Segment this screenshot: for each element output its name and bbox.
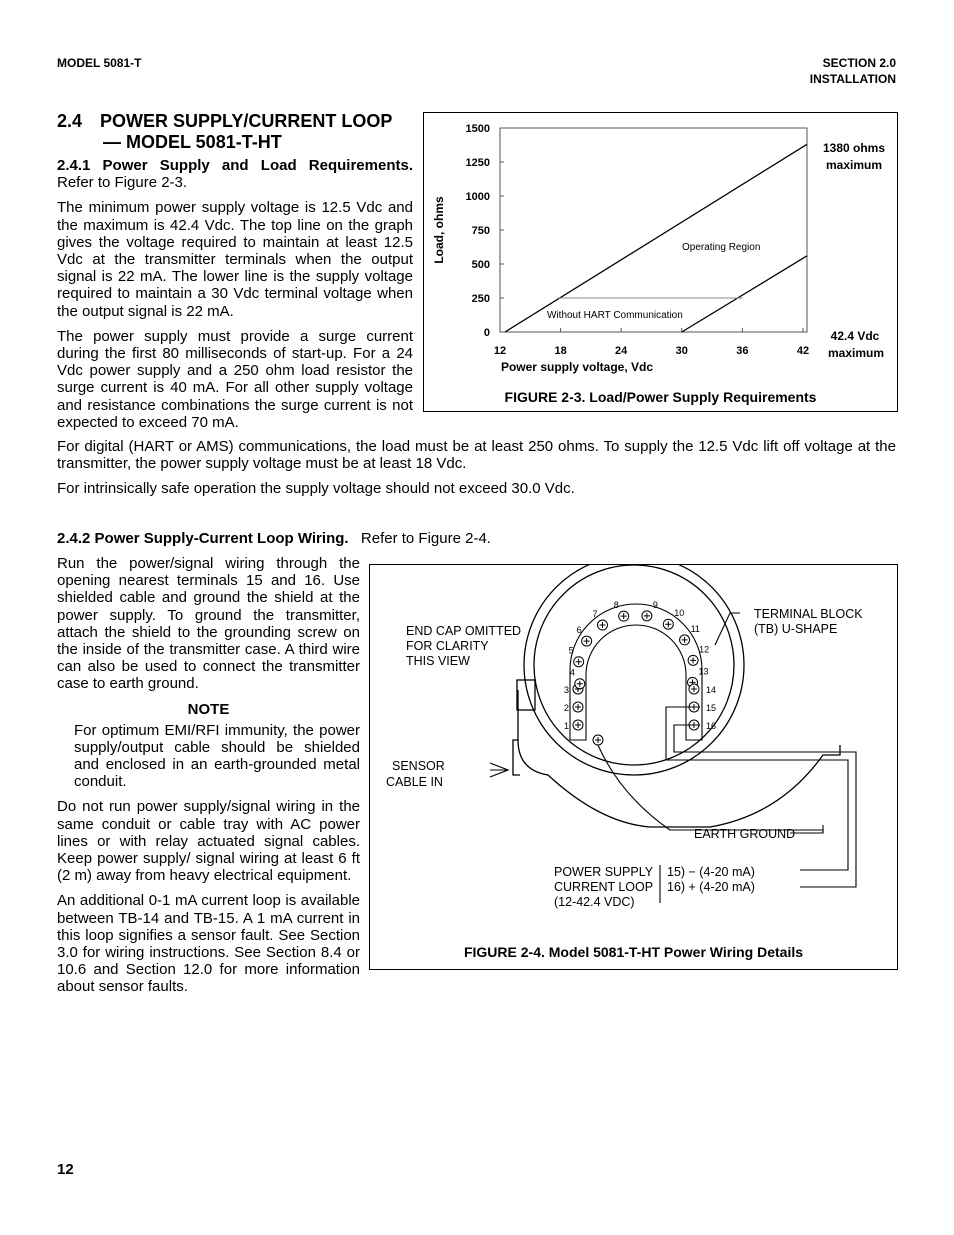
sub2-heading: 2.4.2 Power Supply-Current Loop Wiring. — [57, 530, 349, 547]
y-tick-label: 1500 — [465, 123, 490, 135]
terminal-number: 13 — [698, 666, 709, 677]
ground-screw — [593, 735, 603, 745]
y-tick-label: 250 — [471, 293, 490, 305]
housing-conduit-left — [513, 740, 520, 775]
sub2-column — [57, 555, 360, 996]
section-number: 2.4 — [57, 111, 83, 131]
label-operating-region: Operating Region — [682, 242, 761, 253]
terminal-block — [570, 604, 702, 740]
sub1-heading-tail: Refer to Figure 2-3. — [57, 174, 188, 192]
term15-label: 15) − (4-20 mA) — [667, 865, 755, 879]
terminal-number: 3 — [564, 685, 570, 695]
y-tick-label: 1250 — [465, 157, 490, 169]
earth-ground-wire — [598, 745, 823, 833]
tb-line1: TERMINAL BLOCK — [754, 607, 863, 621]
sub1-heading: 2.4.1 Power Supply and Load Requirements. — [57, 157, 413, 174]
terminal-block-outline — [570, 604, 702, 740]
x-tick-label: 24 — [615, 345, 628, 357]
sensor-line2: CABLE IN — [386, 775, 443, 789]
figure-2-4-caption: FIGURE 2-4. Model 5081-T-HT Power Wiring Details — [463, 944, 804, 960]
y-tick-label: 750 — [471, 225, 490, 237]
series-line-2 — [682, 256, 807, 332]
ps-line2: CURRENT LOOP — [554, 880, 654, 894]
annotation-bottom-line1: 42.4 Vdc — [830, 329, 880, 343]
endcap-line2: FOR CLARITY — [406, 639, 489, 653]
x-axis-label: Power supply voltage, Vdc — [500, 360, 654, 374]
sensor-line1: SENSOR — [392, 759, 445, 773]
x-tick-label: 18 — [554, 345, 567, 357]
x-tick-label: 12 — [493, 345, 507, 357]
load-chart — [424, 113, 896, 410]
terminal-number: 15 — [706, 703, 717, 713]
annotation-top-line1: 1380 ohms — [822, 141, 886, 155]
y-tick-label: 1000 — [465, 191, 490, 203]
sub2-para1: Run the power/signal wiring through the opening nearest terminals 15 and 16. Use shielded cable and ground the shield at the power supply. To ground the transmitter, attach the shield to the grounding screw on the inside of the transmitter case. A third wire can also be used to connect the transmitter case to earth ground. — [57, 555, 360, 693]
terminal-number: 5 — [568, 645, 574, 656]
note-text: For optimum EMI/RFI immunity, the power supply/output cable should be shielded and enclosed in an earth-grounded metal conduit. — [74, 721, 360, 791]
housing-outer-ring — [524, 565, 744, 775]
terminal-number: 10 — [674, 608, 685, 619]
endcap-line3: THIS VIEW — [406, 654, 470, 668]
sub2-heading-para — [57, 530, 657, 547]
sub2-para3: An additional 0-1 mA current loop is available between TB-14 and TB-15. A 1 mA current in this loop signifies a sensor fault. See Section 3.0 for wiring instructions. See Section 8.4 or 10.6 and Section 12.0 for more information about sensor faults. — [57, 892, 360, 996]
annotation-top-line2: maximum — [825, 158, 883, 172]
section-title-line2: — MODEL 5081-T-HT — [103, 132, 282, 152]
series-line-1 — [505, 144, 807, 332]
sub1-para4: For intrinsically safe operation the supply voltage should not exceed 30.0 Vdc. — [57, 480, 575, 497]
figure-2-3-caption: FIGURE 2-3. Load/Power Supply Requirements — [504, 389, 817, 405]
terminal-number: 11 — [690, 623, 700, 634]
x-tick-label: 36 — [736, 345, 749, 357]
terminal-number: 8 — [613, 600, 619, 611]
figure-2-4 — [369, 564, 898, 970]
terminal-number: 6 — [576, 625, 582, 636]
x-tick-label: 30 — [675, 345, 688, 357]
header-section — [810, 55, 896, 87]
sub1-para1: The minimum power supply voltage is 12.5 Vdc and the maximum is 42.4 Vdc. The top line on the graph gives the voltage required to maintain at least 12.5 Vdc at the transmitter terminals when the output signal is 22 mA. The lower line is the supply voltage required to maintain a 30 Vdc terminal voltage when the output signal is 22 mA. — [57, 199, 413, 320]
page-number: 12 — [57, 1161, 74, 1178]
terminal-number: 16 — [706, 721, 717, 731]
terminal-number: 12 — [699, 644, 710, 655]
ps-line3: (12-42.4 VDC) — [554, 895, 635, 909]
plot-frame — [500, 128, 807, 332]
terminal-number: 7 — [592, 609, 598, 620]
wiring-diagram — [370, 565, 896, 968]
y-axis-label: Load, ohms — [432, 196, 446, 264]
earth-ground-label: EARTH GROUND — [694, 827, 796, 841]
section-title — [57, 111, 417, 153]
label-without-hart: Without HART Communication — [547, 310, 683, 321]
term16-label: 16) + (4-20 mA) — [667, 880, 755, 894]
tb-line2: (TB) U-SHAPE — [754, 622, 838, 636]
figure-2-3 — [423, 112, 898, 412]
terminal-number: 4 — [569, 667, 575, 678]
terminal-number: 9 — [652, 599, 658, 610]
annotation-bottom-line2: maximum — [827, 346, 885, 360]
wires — [490, 613, 856, 903]
wire-15 — [666, 707, 848, 870]
endcap-line1: END CAP OMITTED — [406, 624, 522, 638]
section-title-line1: POWER SUPPLY/CURRENT LOOP — [100, 111, 393, 131]
x-tick-label: 42 — [796, 345, 810, 357]
y-tick-label: 500 — [471, 259, 490, 271]
sub2-heading-tail: Refer to Figure 2-4. — [360, 530, 491, 547]
header-model: MODEL 5081-T — [57, 56, 142, 70]
terminal-number: 1 — [564, 721, 570, 731]
sub1-column — [57, 157, 413, 431]
housing-inner-ring — [534, 565, 734, 765]
wire-16 — [674, 725, 856, 887]
note-title: NOTE — [187, 700, 230, 718]
header-section-line2: INSTALLATION — [809, 72, 896, 86]
terminal-number: 2 — [564, 703, 570, 713]
terminal-number: 14 — [706, 685, 717, 695]
ps-line1: POWER SUPPLY — [554, 865, 654, 879]
sub1-para2: The power supply must provide a surge current during the first 80 milliseconds of start-up. For a 24 Vdc power supply and a 250 ohm load resistor the surge current is 40 mA. For all other supply voltage and resistance combinations the surge current is not expected to exceed 70 mA. — [57, 327, 413, 431]
header-section-line1: SECTION 2.0 — [822, 56, 896, 70]
sub1-para3: For digital (HART or AMS) communications, the load must be at least 250 ohms. To supply the 12.5 Vdc lift off voltage at the transmitter, the power supply voltage must be at least 18 Vdc. — [57, 438, 896, 473]
sub2-para2: Do not run power supply/signal wiring in the same conduit or cable tray with AC power lines or with relay actuated signal cables. Keep power supply/ signal wiring at least 6 ft (2 m) away from heavy electrical equipment. — [57, 798, 360, 885]
sub1-heading-para — [57, 157, 413, 191]
y-tick-label: 0 — [483, 327, 490, 339]
